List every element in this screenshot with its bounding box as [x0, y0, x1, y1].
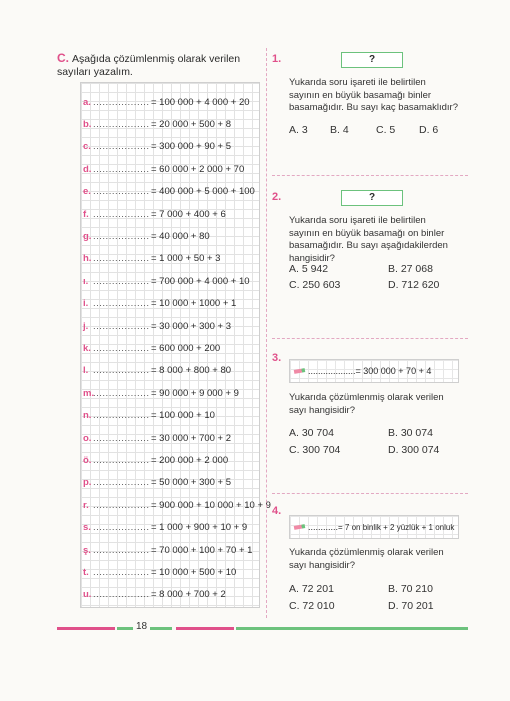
exercise-label: l.	[83, 365, 89, 377]
q4-option-d[interactable]: D. 70 201	[388, 600, 434, 612]
answer-blank[interactable]: ..................	[93, 365, 150, 377]
q2-option-a[interactable]: A. 5 942	[289, 263, 329, 275]
answer-blank[interactable]: ..................	[93, 253, 150, 265]
answer-blank[interactable]: ..................	[93, 544, 150, 556]
expanded-form: = 30 000 + 300 + 3	[151, 320, 232, 332]
exercise-label: e.	[83, 186, 91, 198]
exercise-row	[83, 319, 231, 333]
q1-mystery-box: ?	[341, 52, 403, 68]
q1-option-c[interactable]: C. 5	[376, 124, 396, 136]
q3-number: 3.	[272, 352, 282, 364]
q3-option-d[interactable]: D. 300 074	[388, 444, 440, 456]
q3-expression-box	[289, 359, 459, 383]
exercise-row	[83, 117, 231, 131]
expanded-form: = 7 000 + 400 + 6	[151, 208, 226, 220]
exercise-label: p.	[83, 477, 92, 489]
exercise-row	[83, 409, 215, 423]
exercise-label: h.	[83, 253, 92, 265]
exercise-label: o.	[83, 432, 92, 444]
exercise-label: g.	[83, 230, 92, 242]
exercise-label: m.	[83, 387, 95, 399]
answer-blank[interactable]: ..................	[93, 566, 150, 578]
pencil-icon	[294, 524, 306, 530]
q2-option-d[interactable]: D. 712 620	[388, 279, 440, 291]
expanded-form: = 90 000 + 9 000 + 9	[151, 387, 239, 399]
q2-number: 2.	[272, 191, 282, 203]
exercise-label: s.	[83, 522, 91, 534]
answer-blank[interactable]: ..................	[93, 454, 150, 466]
exercise-label: n.	[83, 410, 92, 422]
exercise-row	[83, 521, 247, 535]
q3-blank[interactable]: ...................	[308, 366, 356, 376]
answer-blank[interactable]: ..................	[93, 387, 150, 399]
exercise-row	[83, 207, 226, 221]
footer-bar-green-right	[236, 627, 468, 630]
q3-option-a[interactable]: A. 30 704	[289, 427, 334, 439]
exercise-row	[83, 364, 231, 378]
exercise-label: i.	[83, 298, 89, 310]
exercise-row	[83, 588, 226, 602]
exercise-label: b.	[83, 118, 92, 130]
expanded-form: = 10 000 + 500 + 10	[151, 566, 237, 578]
expanded-form: = 600 000 + 200	[151, 342, 221, 354]
q2-text: Yukarıda soru işareti ile belirtilen sayının en büyük basamağı on binler basamağıdır. Bu sayı aşağıdakilerden hangisidir?	[289, 215, 448, 264]
q-separator	[272, 338, 468, 339]
q4-expression: = 7 on binlik + 2 yüzlük + 1 onluk	[338, 522, 455, 532]
answer-blank[interactable]: ..................	[93, 589, 150, 601]
q3-expression: = 300 000 + 70 + 4	[355, 366, 432, 376]
footer-bar-pink-right	[176, 627, 234, 630]
q2-option-c[interactable]: C. 250 603	[289, 279, 341, 291]
expanded-form: = 20 000 + 500 + 8	[151, 118, 232, 130]
expanded-form: = 200 000 + 2 000	[151, 454, 229, 466]
answer-blank[interactable]: ..................	[93, 186, 150, 198]
answer-blank[interactable]: ..................	[93, 141, 150, 153]
q1-option-d[interactable]: D. 6	[419, 124, 439, 136]
answer-blank[interactable]: ..................	[93, 230, 150, 242]
exercise-label: f.	[83, 208, 89, 220]
q1-number: 1.	[272, 53, 282, 65]
expanded-form: = 8 000 + 800 + 80	[151, 365, 232, 377]
exercise-label: k.	[83, 342, 91, 354]
answer-blank[interactable]: ..................	[93, 410, 150, 422]
exercise-label: d.	[83, 163, 92, 175]
exercise-row	[83, 341, 220, 355]
exercise-row	[83, 140, 231, 154]
exercise-row	[83, 297, 236, 311]
answer-blank[interactable]: ..................	[93, 208, 150, 220]
exercise-row	[83, 431, 231, 445]
column-divider	[266, 48, 267, 618]
exercise-row	[83, 274, 250, 288]
exercise-label: r.	[83, 499, 89, 511]
q2-mystery-box: ?	[341, 190, 403, 206]
q1-option-b[interactable]: B. 4	[330, 124, 349, 136]
q4-blank[interactable]: ............	[308, 522, 339, 532]
page-number: 18	[136, 621, 148, 632]
expanded-form: = 100 000 + 4 000 + 20	[151, 96, 250, 108]
answer-blank[interactable]: ..................	[93, 96, 150, 108]
expanded-form: = 50 000 + 300 + 5	[151, 477, 232, 489]
answer-blank[interactable]: ..................	[93, 499, 150, 511]
answer-blank[interactable]: ..................	[93, 477, 150, 489]
footer-bar-green-mid	[150, 627, 172, 630]
answer-blank[interactable]: ..................	[93, 522, 150, 534]
exercise-row	[83, 185, 255, 199]
q1-text: Yukarıda soru işareti ile belirtilen sayının en büyük basamağı binler basamağıdır. Bu sayı kaç basamaklıdır?	[289, 77, 458, 113]
expanded-form: = 60 000 + 2 000 + 70	[151, 163, 245, 175]
expanded-form: = 300 000 + 90 + 5	[151, 141, 232, 153]
exercise-row	[83, 498, 271, 512]
q3-text: Yukarıda çözümlenmiş olarak verilen sayı hangisidir?	[289, 392, 444, 416]
pencil-icon	[294, 368, 306, 374]
expanded-form: = 900 000 + 10 000 + 10 + 9	[151, 499, 271, 511]
expanded-form: = 10 000 + 1000 + 1	[151, 298, 237, 310]
exercise-row	[83, 386, 239, 400]
expanded-form: = 70 000 + 100 + 70 + 1	[151, 544, 253, 556]
expanded-form: = 1 000 + 50 + 3	[151, 253, 221, 265]
q4-option-c[interactable]: C. 72 010	[289, 600, 335, 612]
expanded-form: = 100 000 + 10	[151, 410, 215, 422]
section-instruction-text: Aşağıda çözümlenmiş olarak verilen sayıları yazalım.	[57, 53, 241, 78]
answer-blank[interactable]: ..................	[93, 320, 150, 332]
answer-blank[interactable]: ..................	[93, 118, 150, 130]
expanded-form: = 400 000 + 5 000 + 100	[151, 186, 255, 198]
exercise-row	[83, 229, 210, 243]
expanded-form: = 40 000 + 80	[151, 230, 210, 242]
q4-expression-box	[289, 515, 459, 539]
exercise-label: ö.	[83, 454, 92, 466]
exercise-row	[83, 476, 231, 490]
expanded-form: = 30 000 + 700 + 2	[151, 432, 232, 444]
answer-blank[interactable]: ..................	[93, 275, 150, 287]
expanded-form: = 700 000 + 4 000 + 10	[151, 275, 250, 287]
footer-bar-pink-left	[57, 627, 115, 630]
exercise-label: a.	[83, 96, 91, 108]
q2-option-b[interactable]: B. 27 068	[388, 263, 433, 275]
answer-blank[interactable]: ..................	[93, 342, 150, 354]
exercise-label: t.	[83, 566, 89, 578]
q4-option-b[interactable]: B. 70 210	[388, 583, 433, 595]
q1-option-a[interactable]: A. 3	[289, 124, 308, 136]
q-separator	[272, 493, 468, 494]
section-c-instruction	[57, 52, 262, 79]
exercise-label: ş.	[83, 544, 91, 556]
exercise-row	[83, 95, 250, 109]
exercise-label: c.	[83, 141, 91, 153]
q4-text: Yukarıda çözümlenmiş olarak verilen sayı hangisidir?	[289, 547, 444, 571]
exercise-label: j.	[83, 320, 89, 332]
q3-option-b[interactable]: B. 30 074	[388, 427, 433, 439]
answer-blank[interactable]: ..................	[93, 298, 150, 310]
q-separator	[272, 175, 468, 176]
exercise-row	[83, 252, 220, 266]
exercise-label: ı.	[83, 275, 89, 287]
q4-number: 4.	[272, 505, 282, 517]
q4-option-a[interactable]: A. 72 201	[289, 583, 334, 595]
exercise-row	[83, 543, 252, 557]
exercise-label: u.	[83, 589, 92, 601]
footer-bar-green-left	[117, 627, 133, 630]
exercise-row	[83, 453, 228, 467]
q3-option-c[interactable]: C. 300 704	[289, 444, 341, 456]
answer-blank[interactable]: ..................	[93, 163, 150, 175]
expanded-form: = 1 000 + 900 + 10 + 9	[151, 522, 248, 534]
expanded-form: = 8 000 + 700 + 2	[151, 589, 226, 601]
answer-blank[interactable]: ..................	[93, 432, 150, 444]
exercise-row	[83, 565, 236, 579]
section-letter: C.	[57, 51, 69, 65]
exercise-row	[83, 162, 244, 176]
